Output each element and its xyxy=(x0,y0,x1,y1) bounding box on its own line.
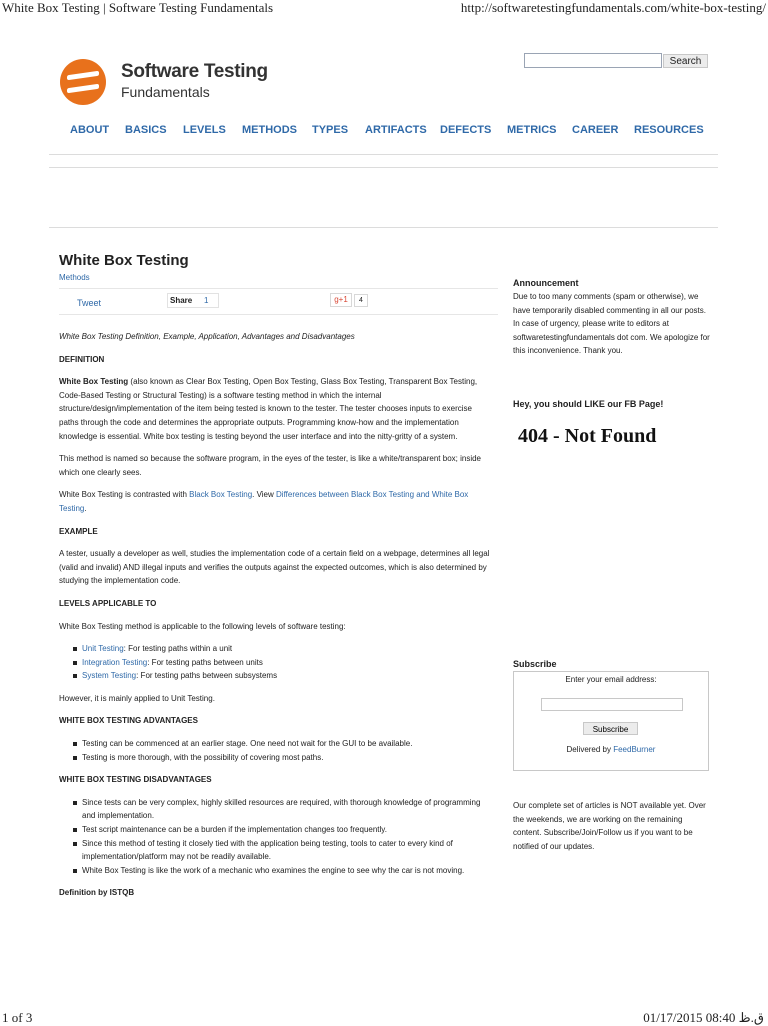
subscribe-widget xyxy=(513,671,709,771)
print-page-number: 1 of 3 xyxy=(2,1010,33,1025)
list-item-text: : For testing paths within a unit xyxy=(123,644,233,654)
google-plus-button[interactable]: g+1 xyxy=(330,293,352,307)
print-datetime: 01/17/2015 08:40 ق.ظ xyxy=(643,1010,764,1025)
page-title: White Box Testing xyxy=(59,252,189,269)
list-item: Since tests can be very complex, highly skilled resources are required, with thorough knowledge of programming and implementation. xyxy=(82,796,491,823)
unit-testing-link[interactable]: Unit Testing xyxy=(82,644,124,654)
advantages-list xyxy=(59,737,491,764)
levels-list xyxy=(59,642,491,683)
disadvantages-list xyxy=(59,796,491,878)
definition-heading: DEFINITION xyxy=(59,354,105,364)
divider xyxy=(49,154,718,155)
article-subtitle: White Box Testing Definition, Example, Application, Advantages and Disadvantages xyxy=(59,332,355,341)
nav-types[interactable]: TYPES xyxy=(312,124,349,136)
example-heading: EXAMPLE xyxy=(59,526,98,536)
list-item-text: : For testing paths between subsystems xyxy=(136,671,278,681)
subscribe-label: Enter your email address: xyxy=(565,675,657,684)
list-item xyxy=(82,642,491,656)
print-page-url: http://softwaretestingfundamentals.com/white-box-testing/ xyxy=(460,0,766,15)
levels-outro: However, it is mainly applied to Unit Testing. xyxy=(59,693,215,703)
tweet-button[interactable]: Tweet xyxy=(77,298,102,308)
delivered-prefix: Delivered by xyxy=(566,745,614,754)
subscribe-button[interactable]: Subscribe xyxy=(583,722,638,735)
article-body xyxy=(59,330,491,909)
subscribe-heading: Subscribe xyxy=(513,659,557,669)
definition-text: (also known as Clear Box Testing, Open Box Testing, Glass Box Testing, Transparent Box Testing, Code-Based Testing or Structural Testing) is a software testing method in which the internal structure/design/implementation of the item being tested is known to the tester. The tester chooses inputs to exercise paths through the code and determines the appropriate outputs. Programming know-how and the implementation knowledge is essential. White box testing is testing beyond the user interface and into the nitty-gritty of a system. xyxy=(59,377,478,441)
contrast-prefix: White Box Testing is contrasted with xyxy=(59,490,190,500)
definition-term: White Box Testing xyxy=(59,377,129,387)
contrast-paragraph xyxy=(59,488,491,515)
list-item-text: : For testing paths between units xyxy=(147,657,263,667)
definition-paragraph xyxy=(59,375,491,443)
list-item: Testing can be commenced at an earlier stage. One need not wait for the GUI to be available. xyxy=(82,737,491,751)
divider xyxy=(59,314,498,315)
category-link[interactable]: Methods xyxy=(59,273,90,282)
list-item: Since this method of testing it closely tied with the application being testing, tools to cater to every kind of implementation/platform may not be readily available. xyxy=(82,837,491,864)
logo-title[interactable]: Software Testing xyxy=(121,61,268,82)
istqb-heading: Definition by ISTQB xyxy=(59,888,135,898)
levels-heading: LEVELS APPLICABLE TO xyxy=(59,598,157,608)
nav-metrics[interactable]: METRICS xyxy=(507,124,557,136)
nav-artifacts[interactable]: ARTIFACTS xyxy=(365,124,427,136)
share-count: 1 xyxy=(204,296,209,305)
divider xyxy=(59,288,498,289)
list-item xyxy=(82,656,491,670)
subscribe-email-input[interactable] xyxy=(541,698,683,711)
list-item: White Box Testing is like the work of a mechanic who examines the engine to see why the car is not moving. xyxy=(82,864,491,878)
google-plus-count: 4 xyxy=(354,294,368,307)
nav-basics[interactable]: BASICS xyxy=(125,124,167,136)
nav-levels[interactable]: LEVELS xyxy=(183,124,226,136)
share-button[interactable] xyxy=(167,293,219,308)
nav-methods[interactable]: METHODS xyxy=(242,124,297,136)
fb-heading: Hey, you should LIKE our FB Page! xyxy=(513,399,664,409)
advantages-heading: WHITE BOX TESTING ADVANTAGES xyxy=(59,716,198,726)
black-box-testing-link[interactable]: Black Box Testing xyxy=(189,490,253,500)
nav-defects[interactable]: DEFECTS xyxy=(440,124,492,136)
list-item: Testing is more thorough, with the possibility of covering most paths. xyxy=(82,751,491,765)
differences-link[interactable]: Differences between Black Box Testing and White Box Testing xyxy=(59,490,469,513)
print-page-title: White Box Testing | Software Testing Fundamentals xyxy=(2,0,274,15)
logo-icon[interactable] xyxy=(60,59,106,105)
search-button[interactable]: Search xyxy=(663,54,708,68)
system-testing-link[interactable]: System Testing xyxy=(82,671,137,681)
feedburner-link[interactable]: FeedBurner xyxy=(613,745,656,754)
logo-subtitle[interactable]: Fundamentals xyxy=(121,84,210,100)
nav-resources[interactable]: RESOURCES xyxy=(634,124,704,136)
announcement-text: Due to too many comments (spam or otherwise), we have temporarily disabled commenting in all our posts. In case of urgency, please write to editors at softwaretestingfundamentals dot com. We apologize for this inconvenience. Thank you. xyxy=(513,292,710,356)
divider xyxy=(49,167,718,168)
articles-note: Our complete set of articles is NOT available yet. Over the weekends, we are working on the remaining content. Subscribe/Join/Follow us if you want to be notified of our updates. xyxy=(513,801,706,851)
example-paragraph: A tester, usually a developer as well, studies the implementation code of a certain field on a webpage, determines all legal (valid and invalid) AND illegal inputs and verifies the outputs against the expected outcomes, which is also determined by studying the implementation code. xyxy=(59,549,490,586)
list-item: Test script maintenance can be a burden if the implementation changes too frequently. xyxy=(82,823,491,837)
announcement-heading: Announcement xyxy=(513,278,579,288)
share-label: Share xyxy=(170,296,193,305)
divider xyxy=(49,227,718,228)
contrast-suffix: . xyxy=(84,503,87,513)
contrast-mid: . View xyxy=(252,490,277,500)
named-paragraph: This method is named so because the software program, in the eyes of the tester, is like a white/transparent box; inside which one clearly sees. xyxy=(59,454,481,477)
nav-career[interactable]: CAREER xyxy=(572,124,619,136)
search-input[interactable] xyxy=(524,53,662,68)
nav-about[interactable]: ABOUT xyxy=(70,124,110,136)
levels-intro: White Box Testing method is applicable to the following levels of software testing: xyxy=(59,621,346,631)
disadvantages-heading: WHITE BOX TESTING DISADVANTAGES xyxy=(59,775,212,785)
integration-testing-link[interactable]: Integration Testing xyxy=(82,657,148,667)
fb-widget-error: 404 - Not Found xyxy=(518,425,657,447)
delivered-by xyxy=(514,745,708,754)
main-nav xyxy=(60,124,710,140)
list-item xyxy=(82,669,491,683)
